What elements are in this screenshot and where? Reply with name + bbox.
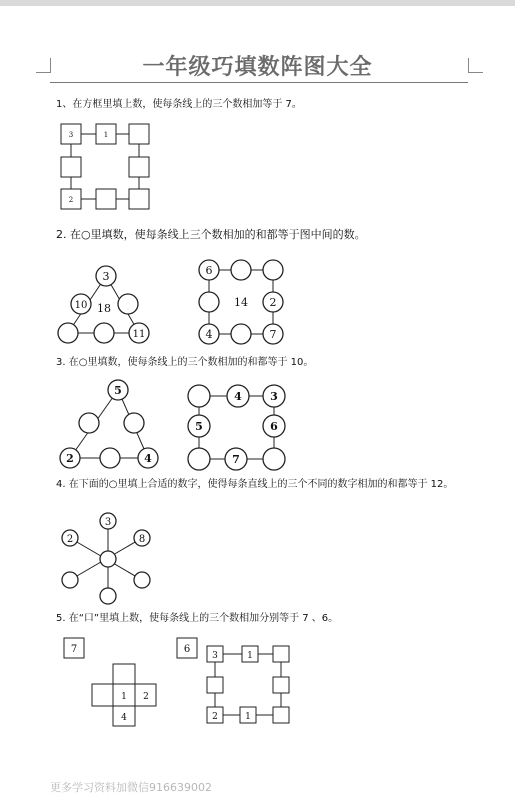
figure-4-star-circles xyxy=(62,513,150,604)
fig5b-box-top-right[interactable] xyxy=(273,646,289,662)
figure-1-square-boxes xyxy=(61,124,149,209)
fig1-box-top-right[interactable] xyxy=(129,124,149,144)
fig3b-label-mid-left: 5 xyxy=(195,420,203,433)
fig3b-circle-top-left[interactable] xyxy=(188,385,210,407)
fig1-box-bottom-mid[interactable] xyxy=(96,189,116,209)
question-3: 3. 在○里填数，使每条线上的三个数相加的和都等于 10。 xyxy=(56,357,314,368)
fig3a-label-bottom-left: 2 xyxy=(66,452,74,465)
fig3b-label-top-right: 3 xyxy=(270,390,278,403)
fig5b-target-label: 6 xyxy=(183,644,191,655)
figure-2a-triangle xyxy=(58,266,149,343)
fig4-circle-bottom[interactable] xyxy=(100,588,116,604)
fig4-circle-bottom-left[interactable] xyxy=(62,572,78,588)
fig2a-label-top: 3 xyxy=(102,270,110,283)
fig5b-label-bottom-mid: 1 xyxy=(245,712,251,722)
fig2a-label-bottom-right: 11 xyxy=(132,329,146,340)
question-5: 5. 在“口”里填上数，使每条线上的三个数相加分别等于 7 、6。 xyxy=(56,613,339,624)
figure-3a-triangle xyxy=(60,380,158,468)
fig2b-circle-top-right[interactable] xyxy=(263,260,283,280)
fig5b-label-top-mid: 1 xyxy=(247,651,253,661)
fig3a-circle-mid-left[interactable] xyxy=(79,413,99,433)
fig2a-label-mid-left: 10 xyxy=(74,300,88,311)
fig1-label-top-mid: 1 xyxy=(103,131,109,139)
fig5a-target-label: 7 xyxy=(70,644,78,655)
figure-5a-cross-boxes xyxy=(64,638,156,726)
fig2a-circle-mid-right[interactable] xyxy=(118,294,138,314)
fig2b-circle-bottom-mid[interactable] xyxy=(231,324,251,344)
fig1-box-mid-right[interactable] xyxy=(129,157,149,177)
fig5b-label-bottom-left: 2 xyxy=(212,712,218,722)
fig1-box-bottom-right[interactable] xyxy=(129,189,149,209)
fig5b-box-mid-left[interactable] xyxy=(207,677,223,693)
question-2: 2. 在○里填数，使每条线上三个数相加的和都等于图中间的数。 xyxy=(56,228,366,241)
document-title: 一年级巧填数阵图大全 xyxy=(142,54,373,80)
fig5a-box-left[interactable] xyxy=(92,684,113,706)
fig3a-circle-mid-right[interactable] xyxy=(124,413,144,433)
fig4-label-left: 2 xyxy=(66,534,74,545)
fig2b-circle-top-mid[interactable] xyxy=(231,260,251,280)
fig4-circle-bottom-right[interactable] xyxy=(134,572,150,588)
fig3a-label-top: 5 xyxy=(114,384,122,397)
figure-3b-square-circles xyxy=(188,385,285,470)
fig2a-circle-bottom-left[interactable] xyxy=(58,323,78,343)
fig4-label-right: 8 xyxy=(138,534,146,545)
fig4-circle-center[interactable] xyxy=(100,551,116,567)
fig2b-label-mid-right: 2 xyxy=(269,296,277,309)
figure-2b-square-circles xyxy=(199,260,283,344)
fig1-label-top-left: 3 xyxy=(68,131,74,139)
fig3b-label-mid-right: 6 xyxy=(270,420,278,433)
fig4-label-top: 3 xyxy=(104,517,112,528)
fig3a-circle-bottom-mid[interactable] xyxy=(100,448,120,468)
fig1-label-bottom-left: 2 xyxy=(68,196,74,204)
question-4: 4. 在下面的○里填上合适的数字，使得每条直线上的三个不同的数字相加的和都等于 12。 xyxy=(56,479,454,490)
question-1: 1、在方框里填上数，使每条线上的三个数相加等于 7。 xyxy=(56,99,302,110)
fig5b-box-bottom-right[interactable] xyxy=(273,707,289,723)
fig3b-circle-bottom-left[interactable] xyxy=(188,448,210,470)
fig3b-label-bottom-mid: 7 xyxy=(232,453,240,466)
fig5a-label-right: 2 xyxy=(143,692,149,702)
fig2a-circle-bottom-mid[interactable] xyxy=(94,323,114,343)
fig3b-label-top-mid: 4 xyxy=(234,390,242,403)
fig2b-label-bottom-right: 7 xyxy=(269,328,277,341)
fig2b-label-center: 14 xyxy=(234,296,248,309)
fig3a-label-bottom-right: 4 xyxy=(144,452,152,465)
fig1-box-mid-left[interactable] xyxy=(61,157,81,177)
fig2b-label-top-left: 6 xyxy=(205,264,213,277)
fig2b-circle-mid-left[interactable] xyxy=(199,292,219,312)
fig5a-label-center: 1 xyxy=(121,692,127,702)
fig5a-box-top[interactable] xyxy=(113,664,135,684)
watermark-text: 更多学习资料加微信916639002 xyxy=(50,781,212,794)
fig5a-label-bottom: 4 xyxy=(121,713,127,723)
fig2a-label-center: 18 xyxy=(97,302,111,315)
figure-5b-square-boxes xyxy=(177,638,289,723)
fig2b-label-bottom-left: 4 xyxy=(205,328,213,341)
fig5b-box-mid-right[interactable] xyxy=(273,677,289,693)
fig3b-circle-bottom-right[interactable] xyxy=(263,448,285,470)
fig5b-label-top-left: 3 xyxy=(212,651,218,661)
